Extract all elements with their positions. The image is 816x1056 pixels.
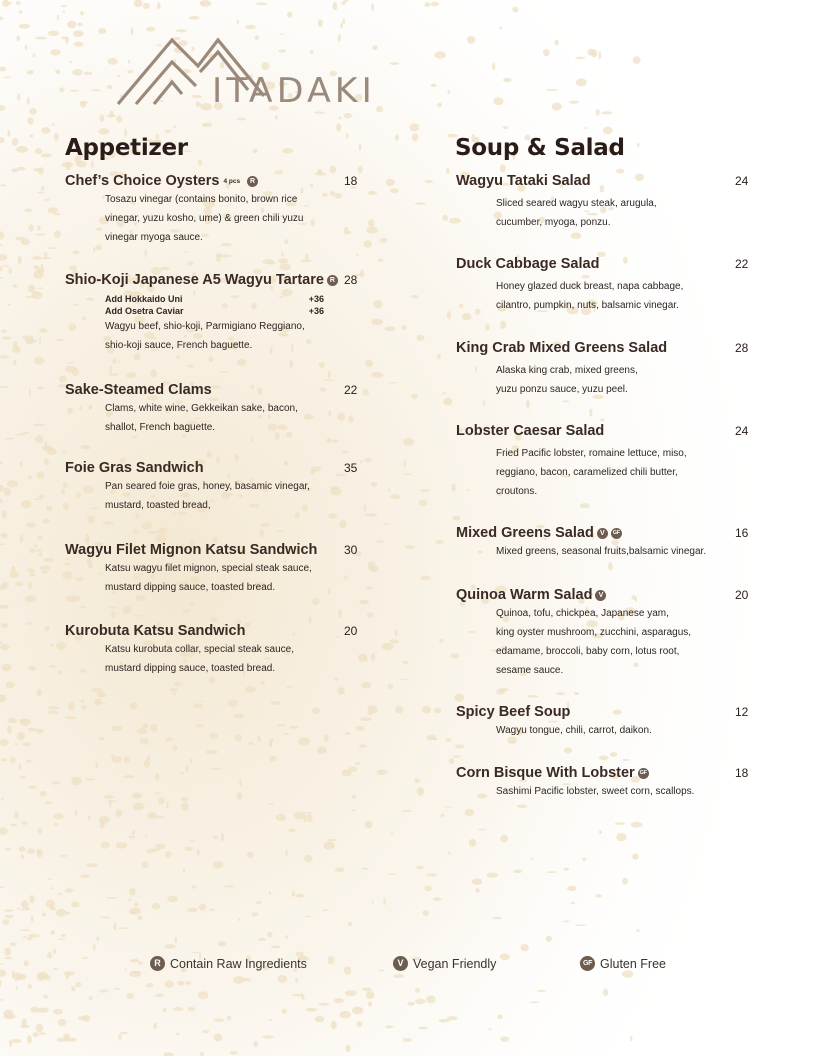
item-name [65, 173, 258, 189]
itadaki-logo [116, 34, 378, 106]
item-name [456, 587, 606, 603]
gluten-free-badge-icon: GF [611, 528, 622, 539]
item-price: 24 [735, 174, 749, 188]
item-name [456, 256, 599, 272]
item-description: Fried Pacific lobster, romaine lettuce, miso, reggiano, bacon, caramelized chili butter, croutons. [496, 448, 687, 497]
item-title: Shio-Koji Japanese A5 Wagyu Tartare [65, 272, 324, 288]
menu-item [456, 764, 756, 801]
item-name [456, 340, 667, 356]
item-title: Wagyu Filet Mignon Katsu Sandwich [65, 542, 318, 558]
item-description: Katsu wagyu filet mignon, special steak sauce, mustard dipping sauce, toasted bread. [105, 563, 312, 593]
item-price: 18 [735, 766, 749, 780]
menu-item [65, 622, 365, 678]
item-price: 28 [735, 341, 749, 355]
item-description: Katsu kurobuta collar, special steak sauce, mustard dipping sauce, toasted bread. [105, 644, 294, 674]
soup-salad-title: Soup & Salad [455, 135, 625, 161]
legend-gluten-free: GF Gluten Free [580, 956, 666, 971]
item-description: Alaska king crab, mixed greens, yuzu ponzu sauce, yuzu peel. [496, 365, 638, 395]
item-qty: 4 pcs [223, 177, 241, 185]
item-price: 20 [735, 588, 749, 602]
item-description: Sashimi Pacific lobster, sweet corn, scallops. [496, 786, 695, 797]
item-description: Clams, white wine, Gekkeikan sake, bacon, shallot, French baguette. [105, 403, 298, 433]
item-title: Foie Gras Sandwich [65, 460, 204, 476]
item-title: Corn Bisque With Lobster [456, 765, 635, 781]
raw-badge-icon: R [327, 275, 338, 286]
item-description: Mixed greens, seasonal fruits,balsamic vinegar. [496, 546, 707, 557]
item-name [456, 765, 649, 781]
item-title: Lobster Caesar Salad [456, 423, 605, 439]
raw-badge-icon: R [150, 956, 165, 971]
item-title: Sake-Steamed Clams [65, 382, 212, 398]
menu-item [456, 339, 756, 399]
item-description: Quinoa, tofu, chickpea, Japanese yam, king oyster mushroom, zucchini, asparagus, edamame, broccoli, baby corn, lotus root, sesame sauce. [496, 608, 692, 676]
item-name [65, 272, 338, 288]
item-name [65, 460, 204, 476]
menu-item [65, 271, 365, 355]
item-title: Mixed Greens Salad [456, 525, 594, 541]
item-name [456, 423, 604, 439]
menu-item [65, 172, 365, 247]
item-title: Spicy Beef Soup [456, 704, 571, 720]
menu-item [456, 524, 756, 561]
item-title: Kurobuta Katsu Sandwich [65, 623, 246, 639]
menu-item [65, 381, 365, 437]
item-name [65, 542, 317, 558]
gluten-free-badge-icon: GF [638, 768, 649, 779]
item-price: 18 [344, 174, 358, 188]
item-price: 22 [735, 257, 749, 271]
legend-raw: R Contain Raw Ingredients [150, 956, 307, 971]
item-name [65, 382, 212, 398]
item-description: Wagyu tongue, chili, carrot, daikon. [496, 725, 652, 736]
item-description: Pan seared foie gras, honey, basamic vinegar, mustard, toasted bread, [105, 481, 310, 511]
menu-item [456, 586, 756, 680]
addon-row: Add Hokkaido Uni +36 [105, 294, 324, 304]
gluten-free-badge-icon: GF [580, 956, 595, 971]
addon-row: Add Osetra Caviar +36 [105, 306, 324, 316]
vegan-badge-icon: V [595, 590, 606, 601]
item-title: Chef’s Choice Oysters [65, 173, 220, 189]
svg-text:ITADAKI: ITADAKI [212, 71, 376, 106]
item-price: 35 [344, 461, 358, 475]
item-title: Quinoa Warm Salad [456, 587, 593, 603]
item-title: King Crab Mixed Greens Salad [456, 340, 668, 356]
raw-badge-icon: R [247, 176, 258, 187]
item-price: 12 [735, 705, 749, 719]
item-name [456, 525, 622, 541]
menu-item [65, 459, 365, 515]
item-title: Duck Cabbage Salad [456, 256, 600, 272]
appetizer-title: Appetizer [65, 135, 188, 161]
item-title: Wagyu Tataki Salad [456, 173, 591, 189]
item-price: 28 [344, 273, 358, 287]
vegan-badge-icon: V [597, 528, 608, 539]
vegan-badge-icon: V [393, 956, 408, 971]
item-name [65, 623, 245, 639]
menu-item [456, 172, 756, 232]
item-name [456, 173, 591, 189]
menu-item [456, 422, 756, 501]
item-price: 24 [735, 424, 749, 438]
item-description: Honey glazed duck breast, napa cabbage, cilantro, pumpkin, nuts, balsamic vinegar. [496, 281, 684, 311]
item-price: 30 [344, 543, 358, 557]
item-price: 22 [344, 383, 358, 397]
item-price: 16 [735, 526, 749, 540]
item-description: Wagyu beef, shio-koji, Parmigiano Reggiano, shio-koji sauce, French baguette. [105, 321, 305, 351]
menu-item [456, 255, 756, 315]
item-name [456, 704, 570, 720]
menu-item [65, 541, 365, 597]
item-description: Tosazu vinegar (contains bonito, brown rice vinegar, yuzu kosho, ume) & green chili yuzu vinegar myoga sauce. [105, 194, 304, 243]
item-description: Sliced seared wagyu steak, arugula, cucumber, myoga, ponzu. [496, 198, 657, 228]
legend-vegan: V Vegan Friendly [393, 956, 496, 971]
item-price: 20 [344, 624, 358, 638]
menu-item [456, 703, 756, 740]
